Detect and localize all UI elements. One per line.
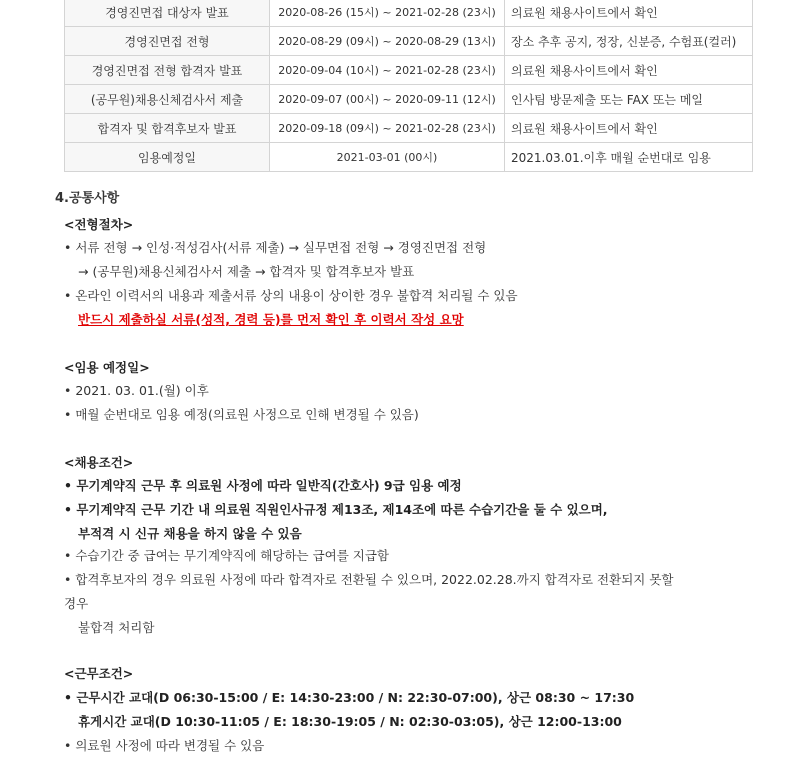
table-row xyxy=(65,0,753,27)
schedule-note: 의료원 채용사이트에서 확인 xyxy=(505,56,753,85)
conditions-line-3: 부적격 시 신규 채용을 하지 않을 수 있음 xyxy=(78,526,302,541)
schedule-step: 임용예정일 xyxy=(65,143,270,172)
schedule-table xyxy=(64,0,753,172)
conditions-line-6: 경우 xyxy=(64,596,89,611)
conditions-line-5: • 합격후보자의 경우 의료원 사정에 따라 합격자로 전환될 수 있으며, 2022.02.28.까지 합격자로 전환되지 못할 xyxy=(64,572,674,587)
process-warning: 반드시 제출하실 서류(성적, 경력 등)를 먼저 확인 후 이력서 작성 요망 xyxy=(78,312,464,327)
table-row xyxy=(65,143,753,172)
schedule-step: 경영진면접 전형 합격자 발표 xyxy=(65,56,270,85)
work-line-2: 휴게시간 교대(D 10:30-11:05 / E: 18:30-19:05 / N: 02:30-03:05), 상근 12:00-13:00 xyxy=(78,714,622,729)
schedule-note: 의료원 채용사이트에서 확인 xyxy=(505,0,753,27)
section-title: 4.공통사항 xyxy=(55,191,120,206)
work-line-3: • 의료원 사정에 따라 변경될 수 있음 xyxy=(64,738,265,753)
schedule-period: 2021-03-01 (00시) xyxy=(270,143,505,172)
schedule-note: 인사팀 방문제출 또는 FAX 또는 메일 xyxy=(505,85,753,114)
work-heading: <근무조건> xyxy=(64,666,134,681)
appointment-line-2: • 매월 순번대로 임용 예정(의료원 사정으로 인해 변경될 수 있음) xyxy=(64,407,419,422)
schedule-step: (공무원)채용신체검사서 제출 xyxy=(65,85,270,114)
schedule-note: 장소 추후 공지, 정장, 신분증, 수험표(컬러) xyxy=(505,27,753,56)
schedule-period: 2020-08-26 (15시) ~ 2021-02-28 (23시) xyxy=(270,0,505,27)
schedule-step: 경영진면접 대상자 발표 xyxy=(65,0,270,27)
work-line-1: • 근무시간 교대(D 06:30-15:00 / E: 14:30-23:00 / N: 22:30-07:00), 상근 08:30 ~ 17:30 xyxy=(64,690,635,705)
schedule-step: 합격자 및 합격후보자 발표 xyxy=(65,114,270,143)
schedule-note: 2021.03.01.이후 매월 순번대로 임용 xyxy=(505,143,753,172)
conditions-line-1: • 무기계약직 근무 후 의료원 사정에 따라 일반직(간호사) 9급 임용 예정 xyxy=(64,478,462,493)
appointment-heading: <임용 예정일> xyxy=(64,360,150,375)
schedule-period: 2020-09-04 (10시) ~ 2021-02-28 (23시) xyxy=(270,56,505,85)
table-row xyxy=(65,56,753,85)
schedule-note: 의료원 채용사이트에서 확인 xyxy=(505,114,753,143)
schedule-step: 경영진면접 전형 xyxy=(65,27,270,56)
table-row xyxy=(65,85,753,114)
schedule-period: 2020-08-29 (09시) ~ 2020-08-29 (13시) xyxy=(270,27,505,56)
conditions-line-2: • 무기계약직 근무 기간 내 의료원 직원인사규정 제13조, 제14조에 따른 수습기간을 둘 수 있으며, xyxy=(64,502,608,517)
conditions-line-7: 불합격 처리함 xyxy=(78,620,155,635)
process-line-3: • 온라인 이력서의 내용과 제출서류 상의 내용이 상이한 경우 불합격 처리될 수 있음 xyxy=(64,288,518,303)
process-heading: <전형절차> xyxy=(64,217,134,232)
table-row xyxy=(65,27,753,56)
table-row xyxy=(65,114,753,143)
conditions-line-4: • 수습기간 중 급여는 무기계약직에 해당하는 급여를 지급함 xyxy=(64,548,389,563)
process-line-2: → (공무원)채용신체검사서 제출 → 합격자 및 합격후보자 발표 xyxy=(78,264,415,279)
appointment-line-1: • 2021. 03. 01.(월) 이후 xyxy=(64,383,209,398)
process-line-1: • 서류 전형 → 인성·적성검사(서류 제출) → 실무면접 전형 → 경영진면접 전형 xyxy=(64,240,487,255)
conditions-heading: <채용조건> xyxy=(64,455,134,470)
schedule-period: 2020-09-07 (00시) ~ 2020-09-11 (12시) xyxy=(270,85,505,114)
schedule-period: 2020-09-18 (09시) ~ 2021-02-28 (23시) xyxy=(270,114,505,143)
